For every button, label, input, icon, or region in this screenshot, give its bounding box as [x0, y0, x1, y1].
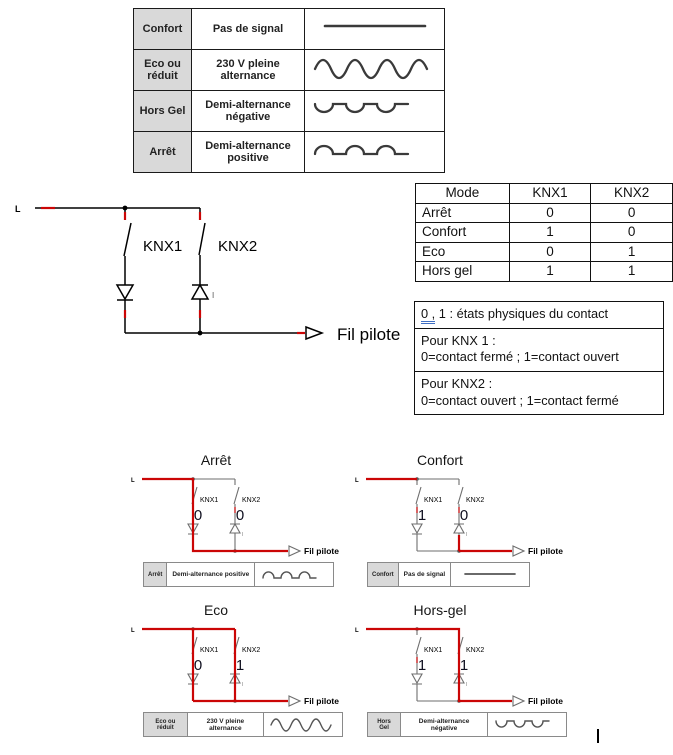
- signal-table-desc: Demi-alternance positive: [192, 132, 305, 173]
- diagram-confort-strip: [367, 562, 530, 587]
- signal-table-desc: 230 V pleine alternance: [192, 50, 305, 91]
- knx1-cell: 1: [509, 223, 591, 243]
- circuit-base: [142, 627, 300, 706]
- circuit-base: [366, 627, 524, 706]
- table-row: [416, 223, 673, 243]
- knx2-cell: 0: [591, 203, 673, 223]
- legend-line-states: [415, 302, 663, 328]
- diagram-title: Confort: [417, 452, 463, 468]
- knx2-label: KNX2: [242, 647, 261, 654]
- diagram-confort: [352, 452, 567, 602]
- waveform-flat-icon: [305, 9, 445, 50]
- line-label: L: [355, 628, 359, 634]
- legend-states-text: 1 : états physiques du contact: [435, 306, 609, 321]
- mode-cell: Hors gel: [416, 262, 510, 282]
- table-row: [134, 9, 445, 50]
- knx1-value: 1: [417, 507, 427, 524]
- diode-knx2-label: I: [212, 291, 215, 300]
- signal-table-mode: Arrêt: [134, 132, 192, 173]
- knx2-cell: 0: [591, 223, 673, 243]
- circuit-wires: [35, 206, 305, 336]
- line-label: L: [131, 478, 135, 484]
- table-row: [416, 203, 673, 223]
- line-label: L: [131, 628, 135, 634]
- knx2-cell: 1: [591, 262, 673, 282]
- table-row: [416, 242, 673, 262]
- legend-knx1-detail: 0=contact fermé ; 1=contact ouvert: [421, 349, 619, 365]
- strip-mode: Eco ou réduit: [144, 713, 188, 736]
- legend-underlined-zero: 0 ,: [421, 306, 435, 324]
- knx1-cell: 0: [509, 242, 591, 262]
- knx1-value: 1: [417, 657, 427, 674]
- strip-mode: Confort: [368, 563, 399, 586]
- active-current-path: [142, 479, 288, 551]
- table-row: [416, 262, 673, 282]
- knx2-label: KNX2: [242, 497, 261, 504]
- knx2-cell: 1: [591, 242, 673, 262]
- diagram-eco-circuit: [128, 623, 343, 711]
- knx2-value: 0: [459, 507, 469, 524]
- strip-mode: Hors Gel: [368, 713, 401, 736]
- fil-pilote-label: Fil pilote: [337, 325, 401, 344]
- active-current-path: [366, 629, 512, 701]
- table-row: [134, 50, 445, 91]
- signal-table: [133, 8, 445, 173]
- strip-signal: Demi-alternance négative: [401, 713, 488, 736]
- knx2-value: 0: [235, 507, 245, 524]
- diagram-arret-strip: [143, 562, 334, 587]
- diagram-confort-circuit: [352, 473, 567, 561]
- waveform-sine-icon: [264, 713, 342, 736]
- circuit-base: [366, 477, 524, 556]
- fil-pilote-label: Fil pilote: [304, 546, 339, 556]
- knx1-label: KNX1: [200, 497, 219, 504]
- waveform-sine-icon: [305, 50, 445, 91]
- knx2-label: KNX2: [466, 497, 485, 504]
- diagram-horsgel: [352, 602, 567, 752]
- diode-knx2-label: I: [242, 682, 244, 688]
- knx1-label: KNX1: [424, 497, 443, 504]
- legend-knx2: [415, 371, 663, 414]
- knx2-value: 1: [459, 657, 469, 674]
- signal-table-mode: Confort: [134, 9, 192, 50]
- diagram-title: Arrêt: [200, 452, 232, 468]
- waveform-positive-halfwave-icon: [305, 132, 445, 173]
- signal-table-mode: Eco ou réduit: [134, 50, 192, 91]
- diagram-horsgel-circuit: [352, 623, 567, 711]
- strip-signal: Demi-alternance positive: [167, 563, 255, 586]
- knx1-cell: 1: [509, 262, 591, 282]
- knx1-value: 0: [193, 507, 203, 524]
- output-arrow-icon: [306, 327, 322, 339]
- knx1-label: KNX1: [200, 647, 219, 654]
- diagram-horsgel-strip: [367, 712, 567, 737]
- legend-knx1-title: Pour KNX 1 :: [421, 332, 496, 348]
- active-current-path: [142, 629, 288, 701]
- legend-knx2-title: Pour KNX2 :: [421, 375, 493, 391]
- line-label: L: [355, 478, 359, 484]
- diagram-eco-strip: [143, 712, 343, 737]
- diode-knx2-icon: [192, 285, 208, 299]
- diode-knx1-icon: [117, 285, 133, 300]
- diode-knx2-label: I: [466, 532, 468, 538]
- knx2-label: KNX2: [218, 238, 258, 255]
- diode-knx2-label: I: [466, 682, 468, 688]
- mode-cell: Arrêt: [416, 203, 510, 223]
- knx1-label: KNX1: [424, 647, 443, 654]
- signal-table-desc: Pas de signal: [192, 9, 305, 50]
- col-header-mode: Mode: [416, 184, 510, 204]
- diode-knx2-label: I: [242, 532, 244, 538]
- waveform-negative-halfwave-icon: [488, 713, 566, 736]
- knx2-value: 1: [235, 657, 245, 674]
- signal-table-mode: Hors Gel: [134, 91, 192, 132]
- fil-pilote-label: Fil pilote: [528, 546, 563, 556]
- strip-signal: Pas de signal: [399, 563, 452, 586]
- circuit-base: [142, 477, 300, 556]
- line-label: L: [15, 204, 21, 214]
- fil-pilote-label: Fil pilote: [304, 696, 339, 706]
- diagram-arret-circuit: [128, 473, 343, 561]
- knx1-cell: 0: [509, 203, 591, 223]
- waveform-flat-icon: [451, 563, 529, 586]
- knx2-label: KNX2: [466, 647, 485, 654]
- table-header-row: [416, 184, 673, 204]
- diagram-eco: [128, 602, 343, 752]
- active-current-path: [366, 479, 512, 551]
- red-terminal-marks: [41, 208, 305, 333]
- diagram-arret: [128, 452, 343, 602]
- table-row: [134, 132, 445, 173]
- mode-cell: Confort: [416, 223, 510, 243]
- text-cursor: [597, 729, 599, 743]
- col-header-knx2: KNX2: [591, 184, 673, 204]
- diagram-title: Hors-gel: [413, 602, 467, 618]
- mode-cell: Eco: [416, 242, 510, 262]
- fil-pilote-label: Fil pilote: [528, 696, 563, 706]
- legend-knx1: [415, 328, 663, 371]
- waveform-negative-halfwave-icon: [305, 91, 445, 132]
- knx1-value: 0: [193, 657, 203, 674]
- waveform-positive-halfwave-icon: [255, 563, 333, 586]
- signal-table-desc: Demi-alternance négative: [192, 91, 305, 132]
- mode-table: [415, 183, 673, 282]
- main-circuit-diagram: [10, 190, 430, 355]
- legend-box: [414, 301, 664, 415]
- knx1-label: KNX1: [143, 238, 183, 255]
- table-row: [134, 91, 445, 132]
- strip-mode: Arrêt: [144, 563, 167, 586]
- strip-signal: 230 V pleine alternance: [188, 713, 264, 736]
- legend-knx2-detail: 0=contact ouvert ; 1=contact fermé: [421, 392, 619, 408]
- diagram-title: Eco: [203, 602, 229, 618]
- col-header-knx1: KNX1: [509, 184, 591, 204]
